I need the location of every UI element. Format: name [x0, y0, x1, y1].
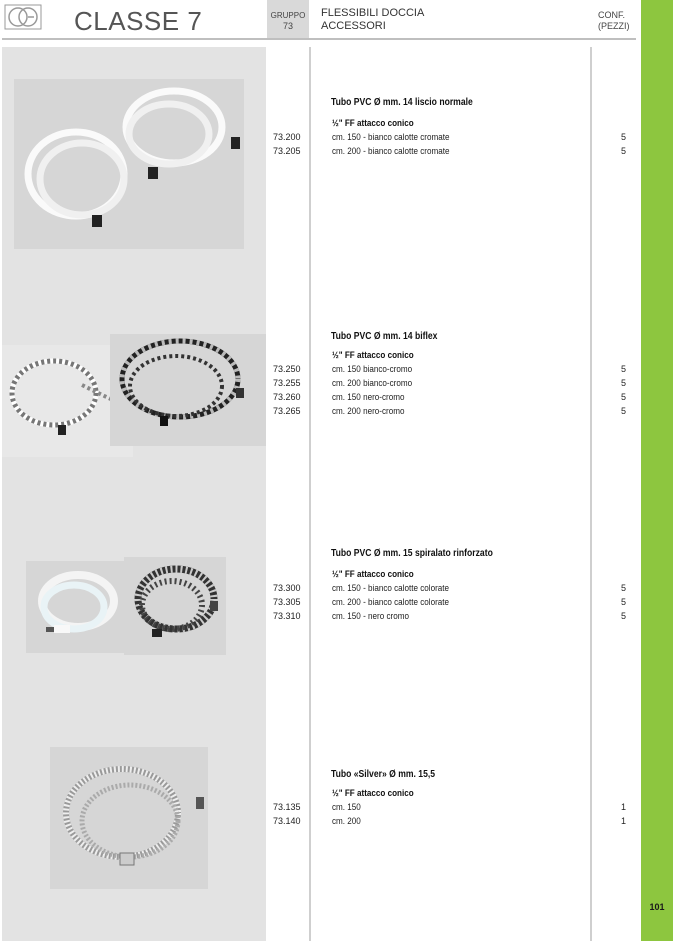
product-qty: 5: [620, 364, 626, 374]
product-code: 73.300: [273, 583, 301, 593]
product-description: cm. 200 - bianco calotte cromate: [332, 146, 450, 156]
conf-header-line2: (PEZZI): [598, 21, 630, 31]
section-title-line2: ACCESSORI: [321, 20, 386, 32]
product-qty: 5: [620, 583, 626, 593]
product-code: 73.250: [273, 364, 301, 374]
gruppo-label: GRUPPO: [270, 11, 306, 20]
product-title: Tubo PVC Ø mm. 14 liscio normale: [331, 97, 473, 108]
table-row: [0, 363, 641, 376]
product-code: 73.265: [273, 406, 301, 416]
table-row: [0, 391, 641, 404]
product-code: 73.260: [273, 392, 301, 402]
product-code: 73.310: [273, 611, 301, 621]
product-code: 73.305: [273, 597, 301, 607]
product-qty: 5: [620, 611, 626, 621]
section-title: [321, 7, 424, 33]
gruppo-number: 73: [282, 21, 293, 31]
product-qty: 5: [620, 392, 626, 402]
product-subtitle: ½" FF attacco conico: [332, 118, 414, 128]
gruppo-box: [267, 0, 309, 38]
conf-header: [598, 10, 630, 32]
product-code: 73.140: [273, 816, 301, 826]
product-subtitle: ½" FF attacco conico: [332, 350, 414, 360]
table-row: [0, 596, 641, 609]
product-qty: 5: [620, 146, 626, 156]
table-row: [0, 801, 641, 814]
table-row: [0, 610, 641, 623]
brand-logo-icon: [4, 4, 42, 30]
section-title-line1: FLESSIBILI DOCCIA: [321, 7, 425, 19]
product-qty: 5: [620, 132, 626, 142]
product-qty: 5: [620, 597, 626, 607]
product-description: cm. 150: [332, 802, 361, 812]
product-qty: 1: [620, 802, 626, 812]
table-row: [0, 405, 641, 418]
product-title: Tubo PVC Ø mm. 15 spiralato rinforzato: [331, 548, 493, 559]
product-subtitle: ½" FF attacco conico: [332, 788, 414, 798]
page-title: CLASSE 7: [74, 6, 203, 36]
product-title: Tubo PVC Ø mm. 14 biflex: [331, 331, 438, 342]
product-subtitle: ½" FF attacco conico: [332, 569, 414, 579]
table-row: [0, 815, 641, 828]
product-code: 73.135: [273, 802, 301, 812]
table-row: [0, 131, 641, 144]
product-qty: 1: [620, 816, 626, 826]
product-description: cm. 150 - nero cromo: [332, 611, 409, 621]
table-row: [0, 377, 641, 390]
product-photo-white-hose: [14, 79, 244, 249]
product-photo-biflex-black: [110, 334, 266, 446]
product-qty: 5: [620, 378, 626, 388]
product-description: cm. 150 bianco-cromo: [332, 364, 413, 374]
table-row: [0, 145, 641, 158]
product-code: 73.200: [273, 132, 301, 142]
white-hose-image: [14, 79, 244, 249]
product-description: cm. 150 - bianco calotte cromate: [332, 132, 450, 142]
product-description: cm. 150 nero-cromo: [332, 392, 405, 402]
product-description: cm. 200: [332, 816, 361, 826]
conf-header-line1: CONF.: [598, 10, 625, 20]
product-title: Tubo «Silver» Ø mm. 15,5: [331, 769, 436, 780]
product-description: cm. 200 nero-cromo: [332, 406, 405, 416]
side-accent-strip: [641, 0, 673, 941]
product-code: 73.205: [273, 146, 301, 156]
page-number: 101: [649, 902, 665, 912]
product-description: cm. 150 - bianco calotte colorate: [332, 583, 450, 593]
product-description: cm. 200 - bianco calotte colorate: [332, 597, 450, 607]
table-row: [0, 582, 641, 595]
biflex-black-image: [110, 334, 266, 446]
header-divider: [2, 38, 636, 40]
product-description: cm. 200 bianco-cromo: [332, 378, 413, 388]
product-qty: 5: [620, 406, 626, 416]
product-code: 73.255: [273, 378, 301, 388]
